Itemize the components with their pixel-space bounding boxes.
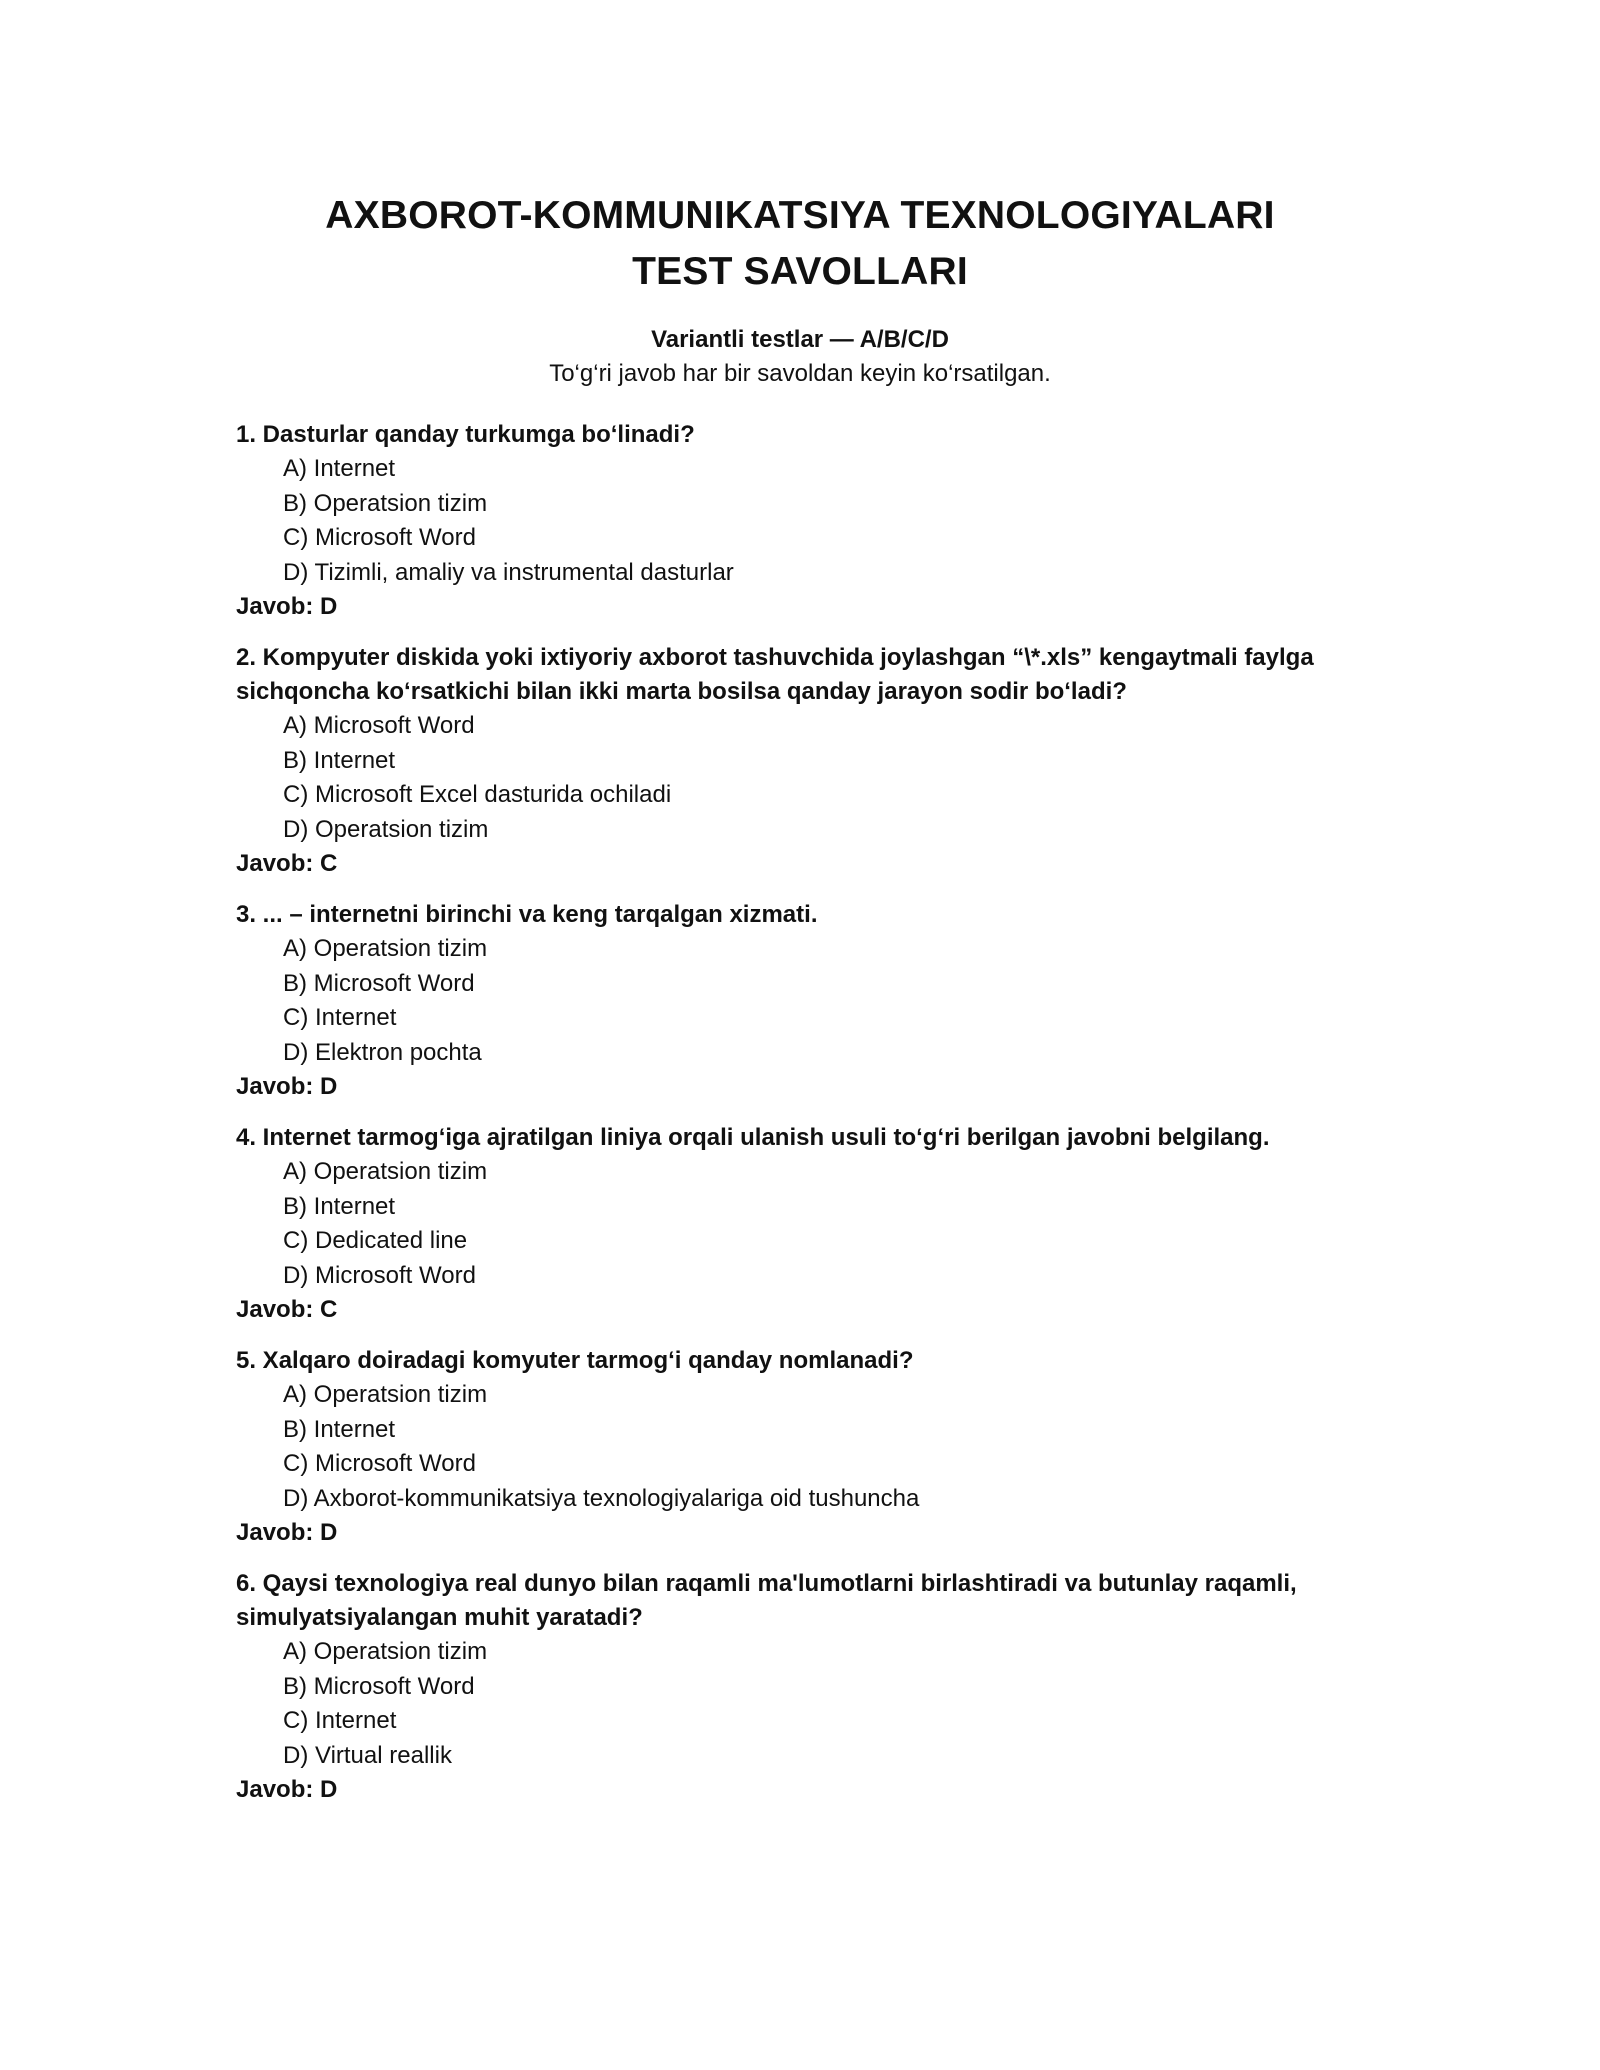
- option-b: B) Operatsion tizim: [283, 489, 488, 517]
- question-text: 5. Xalqaro doiradagi komyuter tarmog‘i qanday nomlanadi?: [236, 1347, 914, 1374]
- answer-key: Javob: C: [236, 850, 338, 877]
- title-line-1: AXBOROT-KOMMUNIKATSIYA TEXNOLOGIYALARI: [325, 194, 1275, 237]
- answer-key: Javob: D: [236, 1073, 338, 1100]
- question-text: 3. ... – internetni birinchi va keng tarqalgan xizmati.: [236, 901, 818, 928]
- option-b: B) Internet: [283, 1415, 396, 1443]
- question-1: [236, 418, 1386, 624]
- question-text: 2. Kompyuter diskida yoki ixtiyoriy axborot tashuvchida joylashgan “\*.xls” kengaytmali faylga sichqoncha ko‘rsatkichi bilan ikki marta bosilsa qanday jarayon sodir bo‘ladi?: [236, 644, 1314, 705]
- option-c: C) Internet: [283, 1004, 397, 1031]
- answer-key: Javob: D: [236, 1519, 338, 1546]
- option-a: A) Internet: [283, 455, 396, 482]
- option-a: A) Operatsion tizim: [283, 1638, 488, 1665]
- option-a: A) Operatsion tizim: [283, 935, 488, 962]
- title-line-2: TEST SAVOLLARI: [632, 250, 968, 293]
- question-4: [236, 1121, 1386, 1327]
- question-5: [236, 1344, 1386, 1550]
- option-d: D) Microsoft Word: [283, 1261, 476, 1289]
- answer-key: Javob: C: [236, 1296, 338, 1323]
- question-text: 4. Internet tarmog‘iga ajratilgan liniya orqali ulanish usuli to‘g‘ri berilgan javobni belgilang.: [236, 1124, 1270, 1151]
- option-c: C) Internet: [283, 1707, 397, 1734]
- question-6: [236, 1567, 1386, 1807]
- option-d: D) Axborot-kommunikatsiya texnologiyalariga oid tushuncha: [283, 1484, 920, 1512]
- option-list: [236, 1635, 1386, 1773]
- question-2: [236, 641, 1386, 881]
- question-text: 1. Dasturlar qanday turkumga bo‘linadi?: [236, 421, 695, 448]
- option-c: C) Microsoft Word: [283, 1450, 476, 1477]
- option-c: C) Microsoft Word: [283, 524, 476, 551]
- option-b: B) Internet: [283, 746, 396, 774]
- option-a: A) Operatsion tizim: [283, 1158, 488, 1185]
- option-list: [236, 1155, 1386, 1293]
- subtitle: Variantli testlar — A/B/C/D: [651, 326, 949, 353]
- option-c: C) Dedicated line: [283, 1227, 468, 1254]
- answer-key: Javob: D: [236, 1776, 338, 1803]
- option-a: A) Operatsion tizim: [283, 1381, 488, 1408]
- option-list: [236, 932, 1386, 1070]
- option-b: B) Internet: [283, 1192, 396, 1220]
- instruction-note: To‘g‘ri javob har bir savoldan keyin ko‘rsatilgan.: [549, 360, 1051, 387]
- option-list: [236, 452, 1386, 590]
- option-a: A) Microsoft Word: [283, 712, 475, 739]
- option-c: C) Microsoft Excel dasturida ochiladi: [283, 781, 672, 808]
- option-list: [236, 709, 1386, 847]
- question-text: 6. Qaysi texnologiya real dunyo bilan raqamli ma'lumotlarni birlashtiradi va butunlay raqamli, simulyatsiyalangan muhit yaratadi?: [236, 1570, 1297, 1631]
- option-d: D) Operatsion tizim: [283, 815, 489, 843]
- answer-key: Javob: D: [236, 593, 338, 620]
- option-d: D) Virtual reallik: [283, 1741, 452, 1769]
- option-b: B) Microsoft Word: [283, 1672, 475, 1700]
- question-3: [236, 898, 1386, 1104]
- option-d: D) Elektron pochta: [283, 1038, 482, 1066]
- option-b: B) Microsoft Word: [283, 969, 475, 997]
- option-d: D) Tizimli, amaliy va instrumental dasturlar: [283, 558, 734, 586]
- question-list: [236, 418, 1386, 1824]
- document-title: [0, 188, 1600, 300]
- option-list: [236, 1378, 1386, 1516]
